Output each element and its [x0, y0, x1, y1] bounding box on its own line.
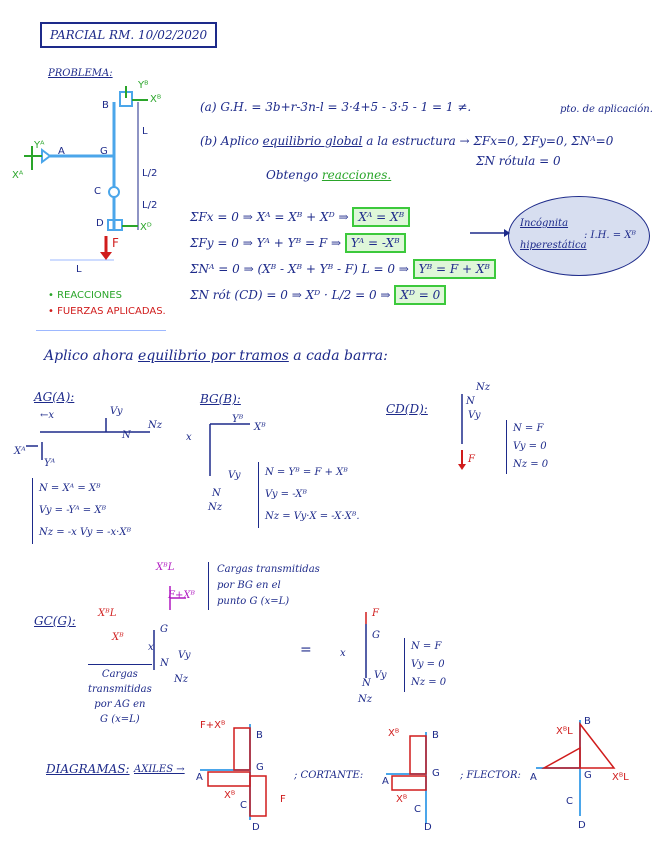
- axil-node-a: A: [196, 772, 203, 783]
- gc-label-x: x: [148, 642, 154, 653]
- cd-title: CD(D):: [386, 402, 428, 416]
- bubble-value: : I.H. = Xᴮ: [584, 230, 637, 241]
- gc-label-fxb: F+Xᴮ: [168, 590, 196, 601]
- axil-label-fxb: F+Xᴮ: [200, 720, 226, 731]
- dim-l2-a: L/2: [142, 168, 158, 179]
- gc-label-g: G: [160, 624, 168, 635]
- gc-label-xb: Xᴮ: [112, 632, 124, 643]
- dim-l: L: [142, 126, 148, 137]
- cortante-node-b: B: [432, 730, 439, 741]
- support-a: [42, 150, 50, 162]
- bg-label-xb: Xᴮ: [254, 422, 266, 433]
- ag-label-xa: Xᴬ: [14, 446, 26, 457]
- flector-node-c: C: [566, 796, 573, 807]
- node-g: G: [100, 146, 108, 157]
- diagrams-axiles: AXILES →: [134, 764, 185, 775]
- ag-label-n: N: [122, 430, 131, 441]
- gc-label-xbl-left: XᴮL: [98, 608, 117, 619]
- gc-brace-text: Cargas transmitidas por BG en el punto G (x=L): [208, 562, 320, 610]
- ag-label-x: ←x: [40, 410, 55, 421]
- equation-4: ΣN rót (CD) = 0 ⇒ Xᴰ · L/2 = 0 ⇒ Xᴰ = 0: [190, 288, 446, 302]
- axil-label-xb: Xᴮ: [224, 790, 236, 801]
- diagrams-cortante: ; CORTANTE:: [294, 770, 364, 781]
- gc-transmitted-arrows: [140, 570, 200, 620]
- node-a: A: [58, 146, 65, 157]
- axil-diagram: [190, 720, 290, 830]
- cortante-node-d: D: [424, 822, 432, 833]
- gc-right-label-g: G: [372, 630, 380, 641]
- ag-equations: N = Xᴬ = Xᴮ Vy = -Yᴬ = Xᴮ Nz = -x Vy = -x·Xᴮ: [32, 478, 131, 544]
- flector-node-g: G: [584, 770, 592, 781]
- gc-label-n: N: [160, 658, 169, 669]
- statement-a: (a) G.H. = 3b+r-3n-l = 3·4+5 - 3·5 - 1 = 1 ≠.: [200, 100, 472, 114]
- gc-label-xbl-top: XᴮL: [156, 562, 175, 573]
- node-b: B: [102, 100, 109, 111]
- axil-node-g: G: [256, 762, 264, 773]
- axil-node-c: C: [240, 800, 247, 811]
- flector-label-xbl2: XᴮL: [612, 772, 629, 783]
- ag-label-ya: Yᴬ: [44, 458, 56, 469]
- bg-label-yb: Yᴮ: [232, 414, 244, 425]
- label-yb: Yᴮ: [138, 80, 149, 91]
- gc-right-label-f: F: [372, 608, 379, 619]
- bg-label-nz: Nz: [208, 502, 223, 513]
- cortante-label-xb2: Xᴮ: [396, 794, 408, 805]
- bg-equations: N = Yᴮ = F + Xᴮ Vy = -Xᴮ Nz = Vy·X = -X·Xᴮ.: [258, 462, 360, 528]
- gc-equals: =: [300, 642, 312, 658]
- cd-label-n: N: [466, 396, 475, 407]
- hinge-c: [109, 187, 119, 197]
- statement-b: (b) Aplico equilibrio global a la estructura → ΣFx=0, ΣFy=0, ΣNᴬ=0: [200, 134, 614, 148]
- equation-1-result: Xᴬ = Xᴮ: [352, 207, 410, 227]
- bg-label-vy: Vy: [228, 470, 241, 481]
- equation-3-result: Yᴮ = F + Xᴮ: [413, 259, 496, 279]
- obtengo-line: Obtengo reacciones.: [266, 168, 392, 182]
- bubble-line2: hiperestática: [520, 240, 587, 251]
- gc-right-label-vy: Vy: [374, 670, 387, 681]
- cd-label-vy: Vy: [468, 410, 481, 421]
- axil-label-f: F: [280, 794, 286, 805]
- node-c: C: [94, 186, 101, 197]
- section2-intro: Aplico ahora equilibrio por tramos a cada barra:: [44, 348, 388, 364]
- statement-b-note: pto. de aplicación.: [560, 104, 653, 115]
- diagrams-title: DIAGRAMAS:: [46, 762, 130, 776]
- gc-right-label-nz: Nz: [358, 694, 373, 705]
- cortante-label-xb1: Xᴮ: [388, 728, 400, 739]
- equation-1: ΣFx = 0 ⇒ Xᴬ = Xᴮ + Xᴰ ⇒ Xᴬ = Xᴮ: [190, 210, 410, 224]
- page-title: PARCIAL RM. 10/02/2020: [40, 22, 217, 48]
- ag-label-vy: Vy: [110, 406, 123, 417]
- flector-diagram: [530, 716, 630, 826]
- gc-label-vy: Vy: [178, 650, 191, 661]
- cortante-node-a: A: [382, 776, 389, 787]
- cortante-node-c: C: [414, 804, 421, 815]
- diagrams-flector: ; FLECTOR:: [460, 770, 521, 781]
- cd-equations: N = F Vy = 0 Nz = 0: [506, 420, 548, 474]
- flector-node-d: D: [578, 820, 586, 831]
- node-d: D: [96, 218, 104, 229]
- bg-title: BG(B):: [200, 392, 241, 406]
- legend-reactions: • REACCIONES: [48, 290, 122, 301]
- ag-label-nz: Nz: [148, 420, 163, 431]
- dim-bottom-l: L: [76, 264, 82, 275]
- label-xd: Xᴰ: [140, 222, 152, 233]
- flector-node-a: A: [530, 772, 537, 783]
- gc-equations: N = F Vy = 0 Nz = 0: [404, 638, 446, 692]
- equation-3: ΣNᴬ = 0 ⇒ (Xᴮ - Xᴮ + Yᴮ - F) L = 0 ⇒ Yᴮ = F + Xᴮ: [190, 262, 496, 276]
- equation-4-result: Xᴰ = 0: [394, 285, 446, 305]
- gc-left-note: Cargas transmitidas por AG en G (x=L): [88, 664, 152, 727]
- gc-right-label-x: x: [340, 648, 346, 659]
- dim-l2-b: L/2: [142, 200, 158, 211]
- gc-label-nz: Nz: [174, 674, 189, 685]
- flector-label-xbl1: XᴮL: [556, 726, 573, 737]
- label-xa: Xᴬ: [12, 170, 24, 181]
- gc-right-label-n: N: [362, 678, 371, 689]
- axil-node-b: B: [256, 730, 263, 741]
- bubble-arrow: [470, 228, 510, 238]
- label-f: F: [112, 236, 119, 250]
- flector-node-b: B: [584, 716, 591, 727]
- bubble-line1: Incógnita: [520, 218, 569, 229]
- cortante-node-g: G: [432, 768, 440, 779]
- cd-label-f: F: [468, 454, 475, 465]
- cd-label-nz: Nz: [476, 382, 491, 393]
- bg-label-x: x: [186, 432, 192, 443]
- ag-title: AG(A):: [34, 390, 75, 404]
- axil-node-d: D: [252, 822, 260, 833]
- statement-b-second: ΣN rótula = 0: [476, 154, 561, 168]
- equation-2: ΣFy = 0 ⇒ Yᴬ + Yᴮ = F ⇒ Yᴬ = -Xᴮ: [190, 236, 406, 250]
- label-ya: Yᴬ: [34, 140, 45, 151]
- problem-label: PROBLEMA:: [48, 68, 113, 79]
- gc-title: GC(G):: [34, 614, 76, 628]
- label-xb: Xᴮ: [150, 94, 162, 105]
- equation-2-result: Yᴬ = -Xᴮ: [345, 233, 406, 253]
- bg-label-n: N: [212, 488, 221, 499]
- legend-applied: • FUERZAS APLICADAS.: [48, 306, 166, 317]
